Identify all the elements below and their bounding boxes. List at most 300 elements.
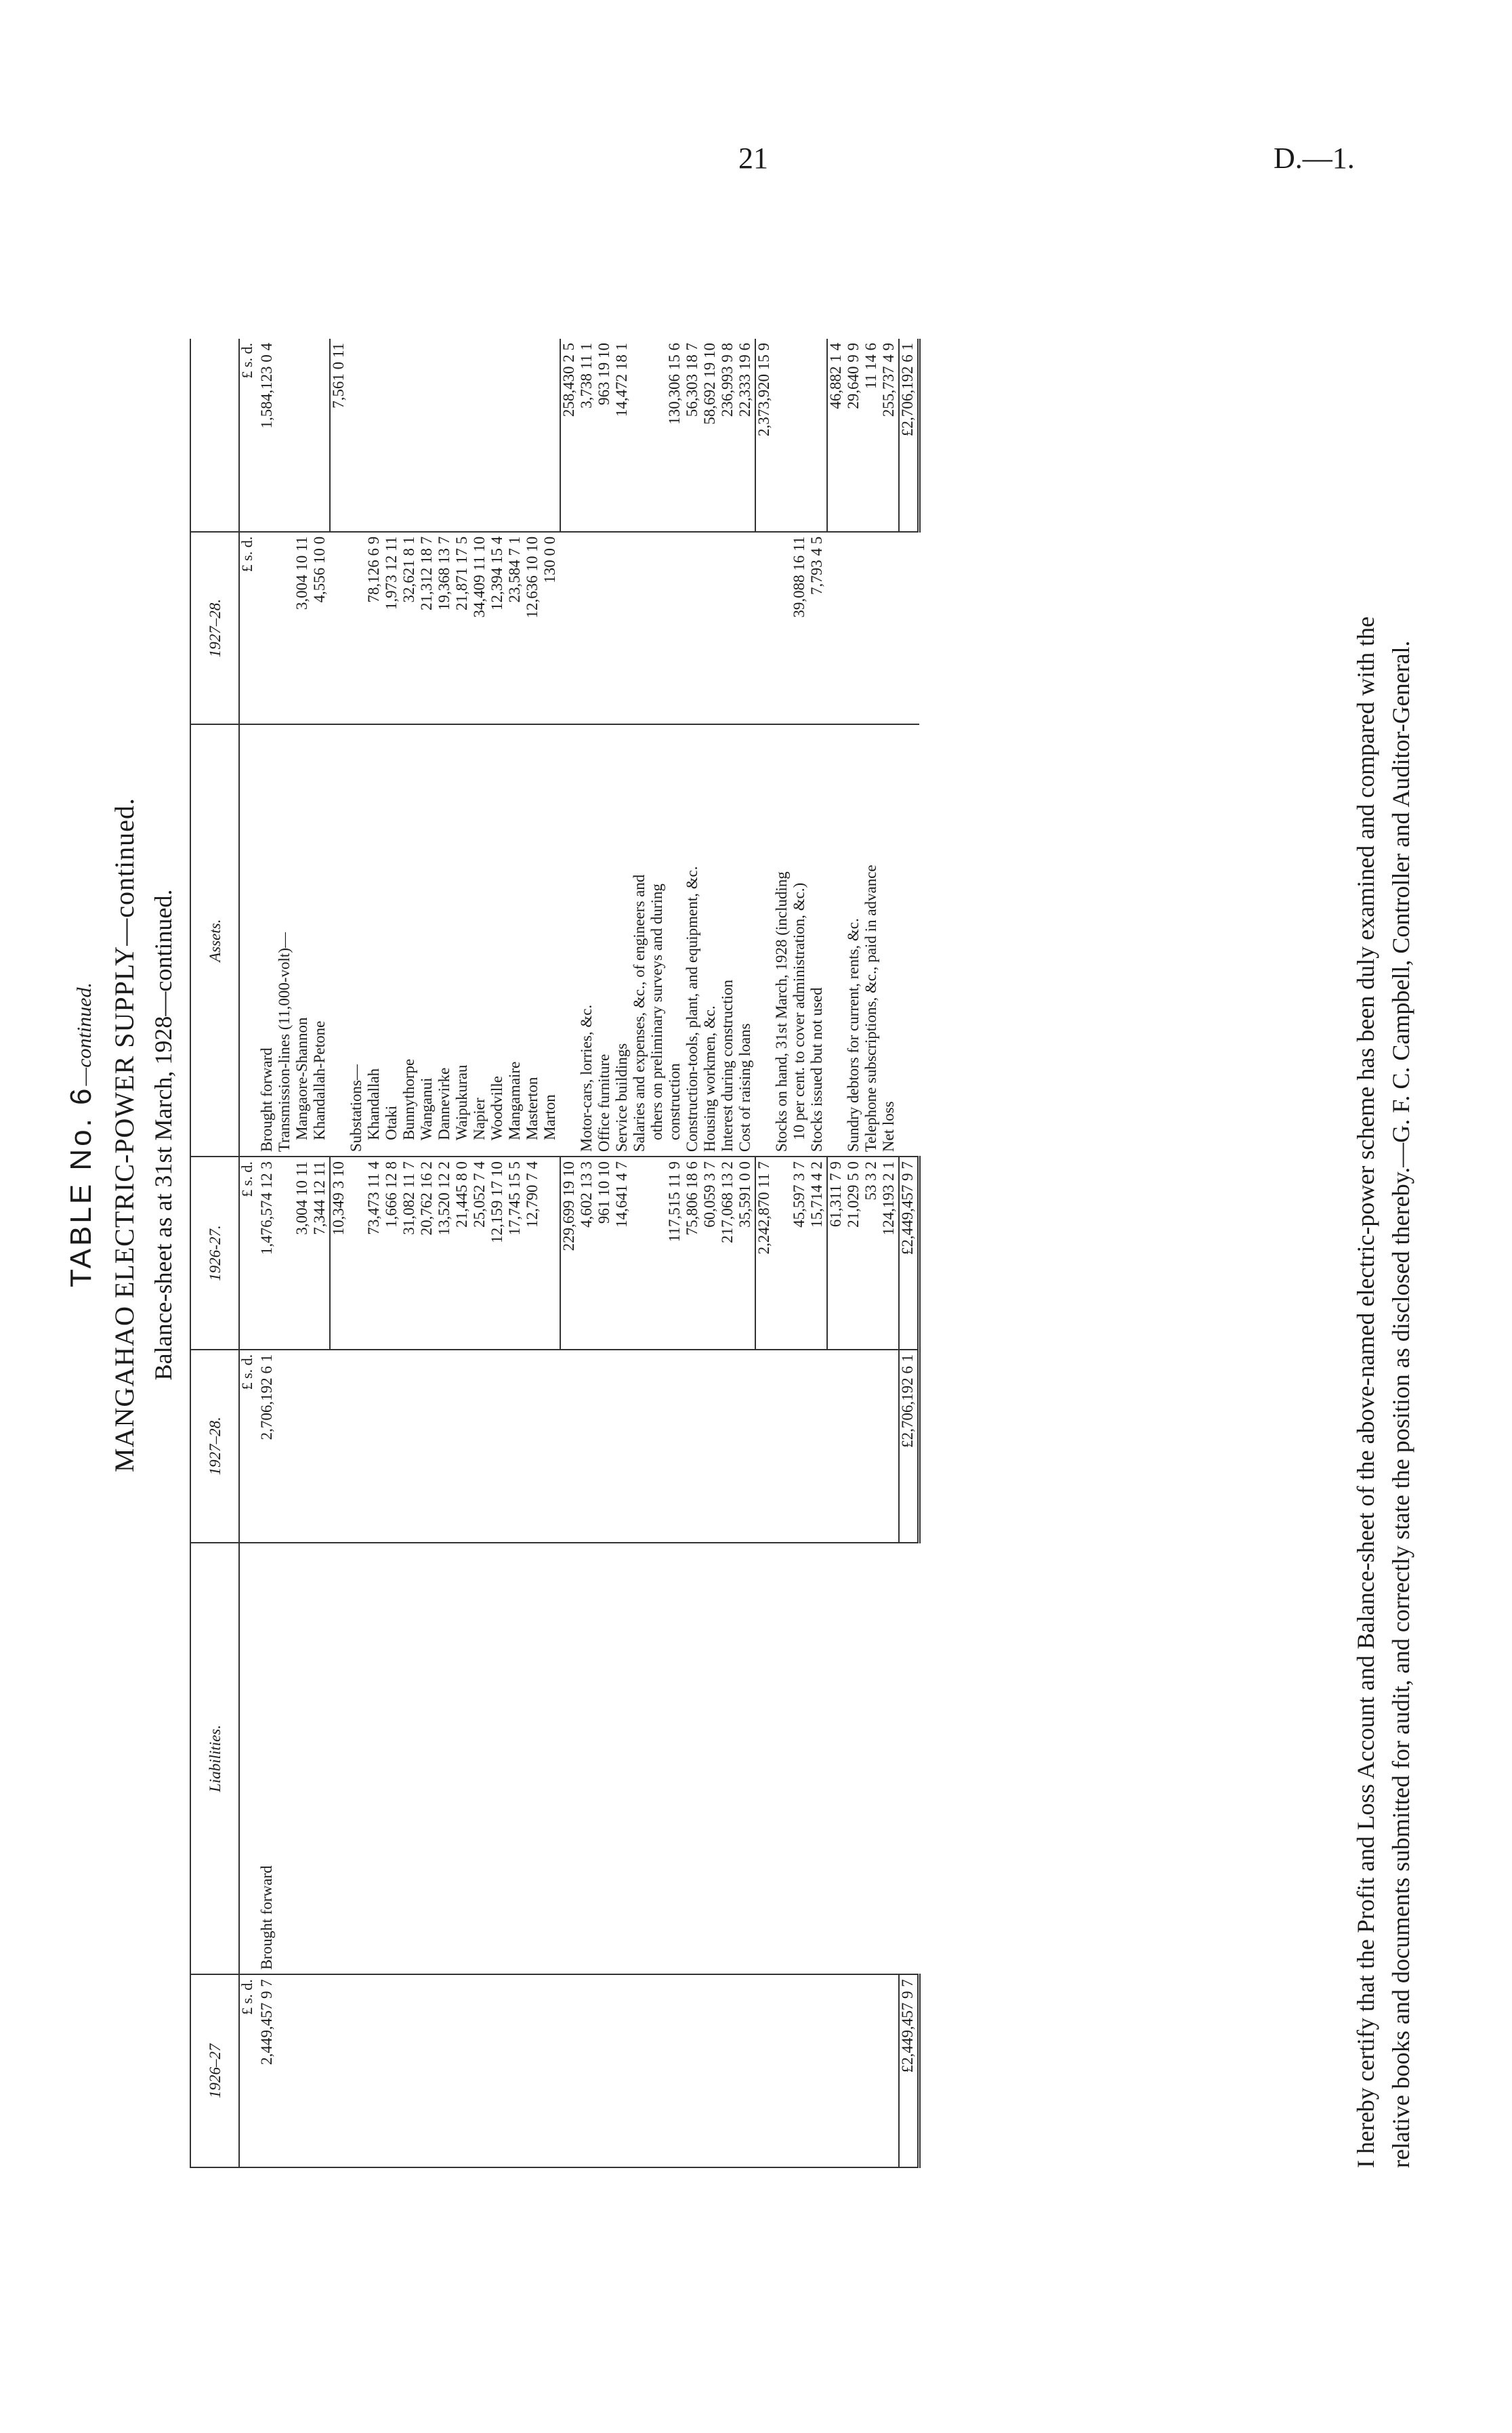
asset-1926-27: 35,591 0 0 [737, 1157, 755, 1350]
liab-cell [348, 1543, 366, 1975]
liab-cell [542, 1974, 560, 2167]
liab-cell [419, 1350, 436, 1543]
liab-cell [774, 1543, 791, 1975]
liab-cell: 2,449,457 9 7 [259, 1974, 276, 2167]
asset-1926-27: 20,762 16 2 [419, 1157, 436, 1350]
liab-cell [507, 1350, 524, 1543]
asset-1926-27: 124,193 2 1 [881, 1157, 899, 1350]
asset-label: Waipukurau [454, 724, 471, 1157]
liab-cell [737, 1974, 755, 2167]
asset-1926-27: 17,745 15 5 [507, 1157, 524, 1350]
liab-cell [383, 1350, 401, 1543]
liab-cell [579, 1350, 596, 1543]
unit-label: £ s. d. [239, 1974, 259, 2167]
asset-1926-27: 31,082 11 7 [401, 1157, 419, 1350]
liab-cell [471, 1974, 489, 2167]
asset-1927-28-total [454, 339, 471, 532]
liab-cell [863, 1974, 881, 2167]
asset-1927-28-detail [899, 532, 919, 725]
unit-label: £ s. d. [239, 532, 259, 725]
header-liabilities: Liabilities. [190, 1543, 239, 1975]
liab-cell [524, 1543, 542, 1975]
asset-1927-28-total: 11 14 6 [863, 339, 881, 532]
liab-cell [596, 1974, 614, 2167]
asset-label: Mangaore-Shannon [294, 724, 312, 1157]
asset-label: Construction-tools, plant, and equipment, &c. [684, 724, 702, 1157]
liab-cell [524, 1350, 542, 1543]
table-row [383, 339, 401, 2167]
table-row [881, 339, 899, 2167]
asset-1927-28-total [471, 339, 489, 532]
asset-1927-28-detail [719, 532, 737, 725]
asset-1927-28-detail [259, 532, 276, 725]
unit-label: £ s. d. [239, 1350, 259, 1543]
asset-label: Brought forward [259, 724, 276, 1157]
table-row [419, 339, 436, 2167]
asset-1927-28-detail [845, 532, 863, 725]
asset-1927-28-detail: 130 0 0 [542, 532, 560, 725]
liab-cell [507, 1974, 524, 2167]
asset-1927-28-detail: 19,368 13 7 [436, 532, 454, 725]
asset-1927-28-detail [348, 532, 366, 725]
asset-1926-27 [631, 1157, 649, 1350]
liab-cell [737, 1350, 755, 1543]
liab-cell [366, 1543, 383, 1975]
asset-label: Housing workmen, &c. [702, 724, 719, 1157]
liab-cell [809, 1350, 827, 1543]
asset-label: Substations— [348, 724, 366, 1157]
asset-1927-28-total: 58,692 19 10 [702, 339, 719, 532]
asset-1927-28-detail [649, 532, 667, 725]
table-row [596, 339, 614, 2167]
asset-1926-27: 3,004 10 11 [294, 1157, 312, 1350]
asset-1927-28-detail [631, 532, 649, 725]
table-row [774, 339, 791, 2167]
table-row [631, 339, 649, 2167]
liab-cell [863, 1543, 881, 1975]
liab-cell [579, 1974, 596, 2167]
asset-label: Service buildings [614, 724, 631, 1157]
asset-1927-28-detail: 3,004 10 11 [294, 532, 312, 725]
asset-label: Net loss [881, 724, 899, 1157]
liab-cell [614, 1350, 631, 1543]
liab-cell [684, 1350, 702, 1543]
table-row [845, 339, 863, 2167]
asset-1926-27 [542, 1157, 560, 1350]
asset-1927-28-detail: 39,088 16 11 [791, 532, 809, 725]
liab-cell [560, 1974, 579, 2167]
table-row [401, 339, 419, 2167]
asset-label: Sundry debtors for current, rents, &c. [845, 724, 863, 1157]
liab-cell [330, 1543, 348, 1975]
asset-1927-28-detail: 1,973 12 11 [383, 532, 401, 725]
table-row [755, 339, 774, 2167]
liab-cell [845, 1543, 863, 1975]
asset-1927-28-total: 3,738 11 1 [579, 339, 596, 532]
table-row [259, 339, 276, 2167]
liab-cell [489, 1543, 507, 1975]
asset-1927-28-detail: 4,556 10 0 [312, 532, 330, 725]
asset-label: Khandallah-Petone [312, 724, 330, 1157]
liab-cell [649, 1350, 667, 1543]
certificate-line-1: I hereby certify that the Profit and Loss Account and Balance-sheet of the above-named electric-power scheme has been duly examined and compared with the [1352, 616, 1379, 2168]
table-row [524, 339, 542, 2167]
asset-1927-28-total [366, 339, 383, 532]
table-row [579, 339, 596, 2167]
liab-cell [791, 1543, 809, 1975]
liab-cell [881, 1543, 899, 1975]
liab-cell [614, 1543, 631, 1975]
liab-total: £2,449,457 9 7 [899, 1974, 919, 2167]
asset-1926-27: 21,445 8 0 [454, 1157, 471, 1350]
asset-1927-28-total [401, 339, 419, 532]
balance-sheet-table [190, 339, 921, 2168]
liab-cell [845, 1974, 863, 2167]
table-row [791, 339, 809, 2167]
asset-1926-27: 73,473 11 4 [366, 1157, 383, 1350]
liab-cell [702, 1543, 719, 1975]
asset-1927-28-detail [330, 532, 348, 725]
asset-1927-28-total: 56,303 18 7 [684, 339, 702, 532]
liab-cell [383, 1974, 401, 2167]
asset-label [560, 724, 579, 1157]
table-row [863, 339, 881, 2167]
asset-label [755, 724, 774, 1157]
liab-cell [294, 1543, 312, 1975]
liab-cell [401, 1543, 419, 1975]
liab-cell [366, 1974, 383, 2167]
liab-cell [809, 1543, 827, 1975]
asset-label: Marton [542, 724, 560, 1157]
liab-cell [631, 1974, 649, 2167]
liab-cell [489, 1974, 507, 2167]
liab-cell [596, 1350, 614, 1543]
liab-total: £2,706,192 6 1 [899, 1350, 919, 1543]
asset-1926-27: 10,349 3 10 [330, 1157, 348, 1350]
asset-1926-27: 25,052 7 4 [471, 1157, 489, 1350]
table-row [737, 339, 755, 2167]
table-row [542, 339, 560, 2167]
header-liab-1927-28: 1927–28. [190, 1350, 239, 1543]
asset-label: Stocks on hand, 31st March, 1928 (including [774, 724, 791, 1157]
table-row [702, 339, 719, 2167]
liab-cell [294, 1974, 312, 2167]
liab-cell [755, 1350, 774, 1543]
table-row [471, 339, 489, 2167]
liab-cell [631, 1543, 649, 1975]
liab-cell [719, 1350, 737, 1543]
asset-1927-28-detail: 34,409 11 10 [471, 532, 489, 725]
table-row [330, 339, 348, 2167]
liab-cell [471, 1350, 489, 1543]
asset-label [899, 724, 919, 1157]
asset-1927-28-total [649, 339, 667, 532]
document-reference: D.—1. [1274, 142, 1355, 175]
table-row [719, 339, 737, 2167]
table-row [348, 339, 366, 2167]
asset-1927-28-total [524, 339, 542, 532]
liab-cell [419, 1974, 436, 2167]
asset-1927-28-detail [596, 532, 614, 725]
liab-cell: Brought forward [259, 1543, 276, 1975]
asset-label: Salaries and expenses, &c., of engineers and [631, 724, 649, 1157]
liab-cell [312, 1974, 330, 2167]
asset-1927-28-detail [667, 532, 684, 725]
liab-cell [489, 1350, 507, 1543]
asset-label: Bunnythorpe [401, 724, 419, 1157]
liab-cell [276, 1974, 294, 2167]
asset-1927-28-detail [827, 532, 845, 725]
asset-1927-28-total: 14,472 18 1 [614, 339, 631, 532]
asset-1927-28-detail [684, 532, 702, 725]
asset-1926-27 [276, 1157, 294, 1350]
asset-1927-28-total [348, 339, 366, 532]
liab-cell [881, 1350, 899, 1543]
asset-1926-27: 21,029 5 0 [845, 1157, 863, 1350]
asset-1926-27: 15,714 4 2 [809, 1157, 827, 1350]
liab-cell [312, 1543, 330, 1975]
header-assets: Assets. [190, 724, 239, 1157]
asset-1927-28-total: 963 19 10 [596, 339, 614, 532]
asset-label: construction [667, 724, 684, 1157]
liab-cell [276, 1543, 294, 1975]
liab-cell: 2,706,192 6 1 [259, 1350, 276, 1543]
asset-1927-28-detail: 32,621 8 1 [401, 532, 419, 725]
liab-cell [330, 1974, 348, 2167]
asset-1927-28-detail [755, 532, 774, 725]
asset-label: Office furniture [596, 724, 614, 1157]
asset-1927-28-total: 46,882 1 4 [827, 339, 845, 532]
asset-1927-28-total [542, 339, 560, 532]
table-subtitle: Balance-sheet as at 31st March, 1928—continued. [150, 889, 177, 1381]
asset-1927-28-detail: 21,312 18 7 [419, 532, 436, 725]
asset-label: Motor-cars, lorries, &c. [579, 724, 596, 1157]
liab-cell [791, 1350, 809, 1543]
liab-cell [827, 1543, 845, 1975]
asset-1927-28-detail: 12,394 15 4 [489, 532, 507, 725]
liab-cell [702, 1350, 719, 1543]
table-row [614, 339, 631, 2167]
asset-1926-27: 217,068 13 2 [719, 1157, 737, 1350]
table-row [489, 339, 507, 2167]
asset-1927-28-detail [702, 532, 719, 725]
liab-cell [524, 1974, 542, 2167]
asset-1927-28-total [419, 339, 436, 532]
liab-cell [702, 1974, 719, 2167]
asset-1926-27 [348, 1157, 366, 1350]
liab-cell [294, 1350, 312, 1543]
liab-cell [809, 1974, 827, 2167]
certificate-line-2: relative books and documents submitted for audit, and correctly state the position as disclosed thereby.—G. F. C. Campbell, Controller and Auditor-General. [1387, 640, 1415, 2168]
asset-1927-28-total [383, 339, 401, 532]
asset-1927-28-detail [737, 532, 755, 725]
asset-1926-27 [649, 1157, 667, 1350]
asset-1927-28-total: 236,993 9 8 [719, 339, 737, 532]
liab-cell [899, 1543, 919, 1975]
asset-1927-28-total: 2,373,920 15 9 [755, 339, 774, 532]
asset-1927-28-detail: 23,584 7 1 [507, 532, 524, 725]
asset-1926-27: 2,242,870 11 7 [755, 1157, 774, 1350]
liab-cell [366, 1350, 383, 1543]
asset-1927-28-detail [579, 532, 596, 725]
asset-1927-28-total [294, 339, 312, 532]
liab-cell [667, 1974, 684, 2167]
auditor-certificate [1348, 339, 1419, 2168]
asset-1926-27: 12,790 7 4 [524, 1157, 542, 1350]
liab-cell [755, 1543, 774, 1975]
asset-1926-27: 961 10 10 [596, 1157, 614, 1350]
asset-1926-27: 45,597 3 7 [791, 1157, 809, 1350]
asset-label: Transmission-lines (11,000-volt)— [276, 724, 294, 1157]
liab-cell [454, 1974, 471, 2167]
table-row [827, 339, 845, 2167]
asset-1927-28-total: 22,333 19 6 [737, 339, 755, 532]
header-liab-1926-27: 1926–27 [190, 1974, 239, 2167]
liab-cell [684, 1974, 702, 2167]
table-row [454, 339, 471, 2167]
asset-1927-28-total: 1,584,123 0 4 [259, 339, 276, 532]
liab-cell [579, 1543, 596, 1975]
asset-1927-28-total: 255,737 4 9 [881, 339, 899, 532]
unit-label: £ s. d. [239, 339, 259, 532]
liab-cell [471, 1543, 489, 1975]
asset-label: Wanganui [419, 724, 436, 1157]
asset-1926-27: £2,449,457 9 7 [899, 1157, 919, 1350]
asset-1927-28-total [489, 339, 507, 532]
liab-cell [631, 1350, 649, 1543]
liab-cell [596, 1543, 614, 1975]
asset-label: Napier [471, 724, 489, 1157]
asset-1927-28-detail [863, 532, 881, 725]
table-row [507, 339, 524, 2167]
table-row [436, 339, 454, 2167]
table-row [312, 339, 330, 2167]
liab-cell [719, 1543, 737, 1975]
asset-1927-28-total [312, 339, 330, 532]
table-row [560, 339, 579, 2167]
liab-cell [560, 1350, 579, 1543]
liab-cell [827, 1974, 845, 2167]
liab-cell [684, 1543, 702, 1975]
liab-cell [401, 1974, 419, 2167]
asset-1926-27: 229,699 19 10 [560, 1157, 579, 1350]
asset-1926-27: 1,476,574 12 3 [259, 1157, 276, 1350]
asset-1927-28-total [436, 339, 454, 532]
table-row [294, 339, 312, 2167]
asset-1927-28-detail [614, 532, 631, 725]
liab-cell [436, 1974, 454, 2167]
liab-cell [845, 1350, 863, 1543]
liab-cell [755, 1974, 774, 2167]
liab-cell [348, 1974, 366, 2167]
table-title: MANGAHAO ELECTRIC-POWER SUPPLY—continued. [109, 797, 140, 1472]
liab-cell [436, 1543, 454, 1975]
asset-label: 10 per cent. to cover administration, &c.) [791, 724, 809, 1157]
liab-cell [542, 1543, 560, 1975]
liab-cell [383, 1543, 401, 1975]
table-row [276, 339, 294, 2167]
liab-cell [774, 1350, 791, 1543]
unit-row [239, 339, 259, 2167]
asset-label: Interest during construction [719, 724, 737, 1157]
asset-1927-28-total: 130,306 15 6 [667, 339, 684, 532]
asset-label: others on preliminary surveys and during [649, 724, 667, 1157]
asset-1927-28-detail [276, 532, 294, 725]
asset-1926-27: 4,602 13 3 [579, 1157, 596, 1350]
liab-cell [454, 1543, 471, 1975]
asset-1927-28-detail [881, 532, 899, 725]
asset-label: Otaki [383, 724, 401, 1157]
asset-1926-27: 60,059 3 7 [702, 1157, 719, 1350]
liab-cell [454, 1350, 471, 1543]
liab-cell [348, 1350, 366, 1543]
asset-label: Dannevirke [436, 724, 454, 1157]
liab-cell [330, 1350, 348, 1543]
liab-cell [881, 1974, 899, 2167]
asset-1926-27 [774, 1157, 791, 1350]
table-row [899, 339, 919, 2167]
header-assets-1927-28-detail: 1927–28. [190, 532, 239, 725]
liab-cell [649, 1974, 667, 2167]
asset-1927-28-total [276, 339, 294, 532]
liab-cell [791, 1974, 809, 2167]
asset-1927-28-detail: 78,126 6 9 [366, 532, 383, 725]
asset-label [330, 724, 348, 1157]
header-assets-1926-27: 1926-27. [190, 1157, 239, 1350]
liab-cell [436, 1350, 454, 1543]
liab-cell [649, 1543, 667, 1975]
table-row [667, 339, 684, 2167]
asset-1927-28-detail: 12,636 10 10 [524, 532, 542, 725]
asset-1926-27: 61,311 7 9 [827, 1157, 845, 1350]
liab-cell [560, 1543, 579, 1975]
asset-1927-28-detail [774, 532, 791, 725]
asset-1927-28-total [631, 339, 649, 532]
asset-label: Khandallah [366, 724, 383, 1157]
liab-cell [719, 1974, 737, 2167]
asset-1926-27: 53 3 2 [863, 1157, 881, 1350]
asset-label: Cost of raising loans [737, 724, 755, 1157]
liab-cell [827, 1350, 845, 1543]
asset-label: Mangamaire [507, 724, 524, 1157]
liab-cell [276, 1350, 294, 1543]
liab-cell [737, 1543, 755, 1975]
liab-cell [863, 1350, 881, 1543]
asset-label: Woodville [489, 724, 507, 1157]
table-row [809, 339, 827, 2167]
table-row [366, 339, 383, 2167]
asset-1927-28-detail [560, 532, 579, 725]
asset-1927-28-total [809, 339, 827, 532]
header-row [190, 339, 239, 2167]
liab-cell [614, 1974, 631, 2167]
asset-label: Telephone subscriptions, &c., paid in advance [863, 724, 881, 1157]
asset-1927-28-total: £2,706,192 6 1 [899, 339, 919, 532]
liab-cell [542, 1350, 560, 1543]
liab-cell [774, 1974, 791, 2167]
asset-1927-28-total: 258,430 2 5 [560, 339, 579, 532]
liab-cell [667, 1543, 684, 1975]
table-row [684, 339, 702, 2167]
asset-1927-28-detail: 21,871 17 5 [454, 532, 471, 725]
liab-cell [419, 1543, 436, 1975]
asset-1927-28-total: 29,640 9 9 [845, 339, 863, 532]
unit-label: £ s. d. [239, 1157, 259, 1350]
asset-1927-28-total: 7,561 0 11 [330, 339, 348, 532]
liab-cell [667, 1350, 684, 1543]
liab-cell [401, 1350, 419, 1543]
asset-1926-27: 12,159 17 10 [489, 1157, 507, 1350]
